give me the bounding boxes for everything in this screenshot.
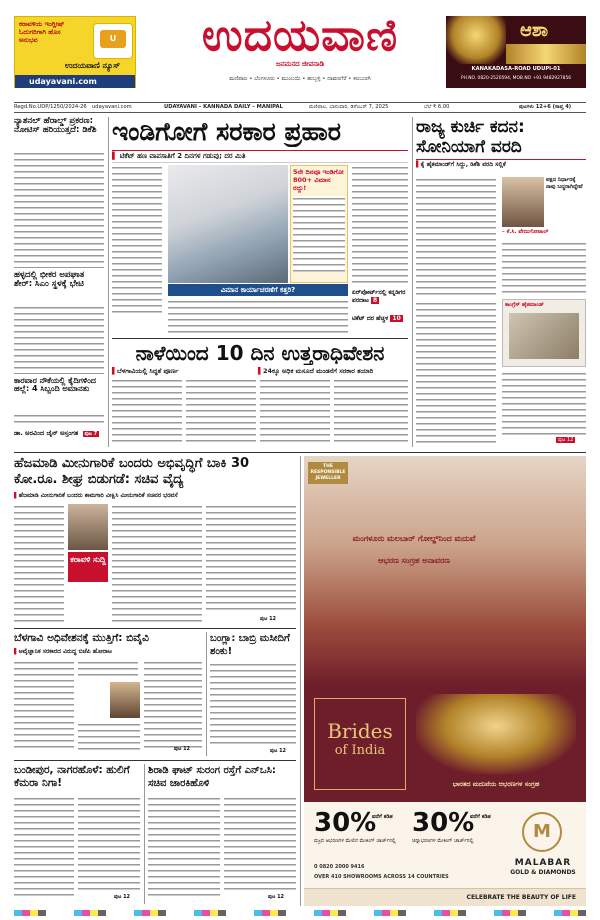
issue-date: ಮಣಿಪಾಲ, ಭಾನುವಾರ, ಡಿಸೆಂಬರ್ 7, 2025 <box>309 104 389 110</box>
malabar-brand-sub: GOLD & DIAMONDS <box>510 869 576 876</box>
brief-title-2[interactable]: ಹಳ್ಳದಲ್ಲಿ ಭೀಕರ ಅಪಘಾತ ಶೇರ್: ಸಿಎಂ ಸ್ಥಳಕ್ಕೆ ಭೇಟಿ <box>14 271 85 289</box>
fisheries-body-1 <box>14 504 64 622</box>
masthead-logo: ಉದಯವಾಣಿ <box>201 10 399 61</box>
fisheries-headline[interactable]: ಹೆಜಮಾಡಿ ಮೀನುಗಾರಿಕೆ ಬಂದರು ಅಭಿವೃದ್ಧಿಗೆ ಬಾಕಿ 30 ಕೋ.ರೂ. ಶೀಘ್ರ ಬಿಡುಗಡೆ: ಸಚಿವ ವೈದ್ಯ <box>14 456 250 487</box>
masthead <box>0 0 600 92</box>
malabar-brand: MALABAR <box>514 858 572 868</box>
promo-logo-icon: U <box>93 23 133 59</box>
teaser-1-text: ಏರ್‌ಪೋರ್ಟ್‌ನಲ್ಲಿ ಕನ್ನಡಿಗರ ಪರದಾಟ <box>352 289 406 304</box>
right-inset-cartoon <box>502 299 586 367</box>
fisheries-story <box>14 456 296 626</box>
bottom-left-story <box>14 764 140 904</box>
right-quote <box>546 177 586 191</box>
offer-1-label: ವರೆಗೆ ಕಡಿತ <box>372 814 393 820</box>
ad-address: KANAKADASA-ROAD UDUPI-01 <box>471 66 561 72</box>
belagavi-jump[interactable]: ಪುಟ 12 <box>174 746 191 752</box>
session-sub1-text: ಬೆಳಗಾವಿಯಲ್ಲಿ ಸಿದ್ಧತೆ ಪೂರ್ಣ <box>117 367 179 375</box>
promo-bar <box>15 75 135 88</box>
daily-name: UDAYAVANI – KANNADA DAILY – MANIPAL <box>164 104 283 110</box>
fisheries-body-3 <box>206 504 296 614</box>
belagavi-body-2 <box>78 660 138 680</box>
ad-brand: ಆಶಾ <box>520 20 549 41</box>
belagavi-body-3 <box>144 660 202 752</box>
lead-info-box <box>290 165 348 283</box>
of-india-text: of India <box>334 743 386 758</box>
belagavi-subhead-text: ಅವೈಜ್ಞಾನಿಕ ಸರಕಾರದ ವಿರುದ್ಧ ಬಿಜೆಪಿ ಹೋರಾಟ <box>18 648 112 655</box>
right-body-2 <box>502 241 586 297</box>
bangla-body <box>210 662 296 748</box>
session-sub2: ▌24ಕ್ಕೂ ಅಧಿಕ ಮಸೂದೆ ಮಂಡನೆಗೆ ಸರಕಾರ ತಯಾರಿ <box>258 367 374 375</box>
session-body-2 <box>186 378 256 444</box>
offer-1-pct: 30% <box>314 808 377 838</box>
right-body-3 <box>416 301 496 443</box>
right-headline[interactable]: ರಾಜ್ಯ ಕುರ್ಚಿ ಕದನ: ಸೋನಿಯಾಗೆ ವರದಿ <box>416 117 525 157</box>
lead-body-col4 <box>352 165 408 285</box>
belagavi-body-1 <box>14 660 74 752</box>
offer-1 <box>314 808 406 852</box>
lead-story <box>112 117 408 337</box>
right-subhead: ▌ಕೈ ಹೈಕಮಾಂಡ್‌ಗೆ ಸಿದ್ದು, ಡಿಕೆಶಿ ವರದಿ ಸಲ್ಲಿಕೆ <box>416 159 586 169</box>
promo-text: ಕರಾವಳಿಯ ಇಂಗ್ಲೀಷ್ ಓದುಗರಿಗಾಗಿ ಹೊಸ ಅನುಭವ <box>19 20 65 44</box>
lead-body-col1 <box>112 165 162 315</box>
belagavi-body-4 <box>78 722 140 752</box>
right-quote-text: ಪಕ್ಷದ ನಿರ್ಧಾರಕ್ಕೆ ನಾವು ಬದ್ಧರಾಗಿದ್ದೇವೆ <box>546 177 583 190</box>
brief-title-3[interactable]: ಕಾರವಾರ ನೌಕೆಯಲ್ಲಿ ಕೈದಿಗಳಿಂದ ಹಲ್ಲೆ: 4 ಸಿಬ್ಬಂದಿ ಅಮಾನತು <box>14 377 96 394</box>
malabar-logo-icon: M <box>522 812 562 852</box>
info-bar <box>14 102 586 113</box>
right-body-1 <box>416 177 496 297</box>
lead-teaser-1[interactable] <box>352 289 408 304</box>
fisheries-badge: ಕರಾವಳಿ ಸುದ್ದಿ <box>68 552 108 582</box>
bottom-left-jump[interactable]: ಪುಟ 12 <box>114 894 131 900</box>
brief-body-2 <box>14 305 104 369</box>
brides-text: Brides <box>327 719 393 743</box>
reg-number: Regd.No.UDP/1250/2024-26 <box>14 104 87 110</box>
ad-gold-strip <box>506 44 586 64</box>
brides-frame <box>314 698 406 790</box>
session-body-3 <box>260 378 330 444</box>
right-portrait-photo <box>502 177 544 227</box>
session-story <box>112 338 408 448</box>
bangla-headline[interactable]: ಬಂಗ್ಲಾ: ಬಾಬ್ರಿ ಮಸೀದಿಗೆ ಶಂಕು! <box>210 633 290 657</box>
brief-title-1[interactable]: ನ್ಯಾಶನಲ್ ಹೆರಾಲ್ಡ್ ಪ್ರಕರಣ: ನೋಟಿಸ್ ಹರಿಯುತ್ತದೆ: ಡಿಕೆಶಿ <box>14 117 97 135</box>
malabar-gold-ad[interactable] <box>304 456 586 906</box>
bottom-mid-headline[interactable]: ಶಿರಾಡಿ ಘಾಟ್ ಸುರಂಗ ರಸ್ತೆಗೆ ಎನ್‌ಒಸಿ: ಸಚಿವ ಜಾರಕಿಹೊಳಿ <box>148 765 276 789</box>
fisheries-subhead-text: ಹೆಜಮಾಡಿ ಮೀನುಗಾರಿಕೆ ಬಂದರು ಕಾಮಗಾರಿ ವೀಕ್ಷಿಸಿ ಮೀನುಗಾರಿಕೆ ಸಚಿವರ ಭರವಸೆ <box>18 492 178 499</box>
ad-showrooms: OVER 410 SHOWROOMS ACROSS 14 COUNTRIES <box>314 874 449 880</box>
session-body-1 <box>112 378 182 444</box>
lead-box-body <box>293 196 345 272</box>
print-registration-strip <box>14 910 586 916</box>
left-briefs-column <box>14 117 104 447</box>
ad-jewellery-image <box>446 16 506 64</box>
teaser-2-text: ಟಿಕೆಟ್ ದರ ಹೆಚ್ಚಳ <box>352 315 389 322</box>
right-story <box>416 117 586 447</box>
ad-title-top: ಮಂಗಳೂರು ಮಲಬಾರ್ ಗೋಲ್ಡ್‌ನಿಂದ ಮದುವೆ <box>352 534 476 543</box>
right-subhead-text: ಕೈ ಹೈಕಮಾಂಡ್‌ಗೆ ಸಿದ್ದು, ಡಿಕೆಶಿ ವರದಿ ಸಲ್ಲಿಕೆ <box>420 161 506 168</box>
offer-2 <box>412 808 504 852</box>
bottom-left-headline[interactable]: ಬಂಡೀಪುರ, ನಾಗರಹೊಳೆ: ಹುಲಿಗೆ ಕೆಮರಾ ನಿಗಾ! <box>14 764 130 789</box>
lead-body-col3 <box>168 299 348 337</box>
session-sub2-text: 24ಕ್ಕೂ ಅಧಿಕ ಮಸೂದೆ ಮಂಡನೆಗೆ ಸರಕಾರ ತಯಾರಿ <box>263 367 374 375</box>
ad-couple-photo <box>304 456 586 686</box>
lead-photo-passengers <box>168 165 288 283</box>
lead-photo-caption: ವಿಮಾನ ಕಾರ್ಯಾಚರಣೆಗೆ ಕತ್ತರಿ? <box>168 284 348 296</box>
offer-1-text: ವಜ್ರದ ಆಭರಣಗಳ ಮೇಲಿನ ಮೇಕಿಂಗ್ ಚಾರ್ಜ್‌ನಲ್ಲಿ <box>314 838 396 844</box>
ad-wedding-line: ಭಾರತದ ಮದುವೆಯ ಆಭರಣಗಳ ಸಂಗ್ರಹ <box>452 780 540 788</box>
teaser-2-page: 10 <box>392 315 401 322</box>
ad-slogan-bar <box>304 888 586 906</box>
promo-url: udayavani.com <box>29 77 97 86</box>
fisheries-body-2 <box>112 504 202 622</box>
brides-of-india-panel <box>304 686 586 802</box>
right-jump[interactable]: ಪುಟ 12 <box>558 437 574 443</box>
masthead-editions: ಮಣಿಪಾಲ • ಬೆಂಗಳೂರು • ಮುಂಬಯಿ • ಹುಬ್ಬಳ್ಳಿ • ದಾವಣಗೆರೆ • ಕಲಬುರಗಿ <box>229 76 371 82</box>
ad-title-bottom: ಆಭರಣ ಸಂಗ್ರಹ ಅನಾವರಣ <box>378 556 450 565</box>
session-sub1: ▌ಬೆಳಗಾವಿಯಲ್ಲಿ ಸಿದ್ಧತೆ ಪೂರ್ಣ <box>112 367 179 375</box>
right-body-4 <box>502 371 586 435</box>
offer-2-text: ಚಿನ್ನಾಭರಣಗಳ ಮೇಕಿಂಗ್ ಚಾರ್ಜ್‌ನಲ್ಲಿ <box>412 838 474 844</box>
belagavi-leader-photo <box>110 682 140 718</box>
belagavi-story <box>14 632 202 756</box>
lead-subhead-arrow-icon: ▌ <box>112 152 118 160</box>
fisheries-jump[interactable]: ಪುಟ 12 <box>260 616 277 622</box>
site-link[interactable]: udayavani.com <box>92 104 132 110</box>
bangla-jump[interactable]: ಪುಟ 12 <box>270 748 287 754</box>
fisheries-subhead: ▌ಹೆಜಮಾಡಿ ಮೀನುಗಾರಿಕೆ ಬಂದರು ಕಾಮಗಾರಿ ವೀಕ್ಷಿಸಿ ಮೀನುಗಾರಿಕೆ ಸಚಿವರ ಭರವಸೆ <box>14 492 178 499</box>
lead-teaser-2[interactable] <box>352 315 408 323</box>
lead-subhead <box>112 150 408 163</box>
brief-4-text: ಡಾ. ಅರವಿಂದ ಜೈನ್ ಅಸ್ತಂಗತ <box>14 429 79 437</box>
ad-top-tag: THE RESPONSIBLE JEWELLER <box>308 462 348 484</box>
fisheries-minister-photo <box>68 504 108 550</box>
ad-phone: PH.NO. 0820-2520594, MOB.NO +91 9482927856 <box>460 76 572 81</box>
lead-subhead-text: ಟಿಕೆಟ್ ಹಣ ವಾಪಸಾತಿಗೆ 2 ದಿನಗಳ ಗಡುವು; ದರ ಮಿತಿ <box>119 152 246 160</box>
bottom-left-body-2 <box>78 796 140 894</box>
offer-2-label: ವರೆಗೆ ಕಡಿತ <box>470 814 491 820</box>
page-count: ಪುಟಗಳು 12+6 (ಸಾಪ್ತ 4) <box>519 104 572 110</box>
right-quote-by: – ಕೆ.ಸಿ. ವೇಣುಗೋಪಾಲ್ <box>502 229 549 235</box>
jewellery-ad-right[interactable] <box>446 16 586 88</box>
bottom-mid-body-1 <box>148 796 220 900</box>
belagavi-subhead: ▌ಅವೈಜ್ಞಾನಿಕ ಸರಕಾರದ ವಿರುದ್ಧ ಬಿಜೆಪಿ ಹೋರಾಟ <box>14 648 112 655</box>
brief-body-1 <box>14 151 104 263</box>
lead-headline[interactable]: ಇಂಡಿಗೋಗೆ ಸರಕಾರ ಪ್ರಹಾರ <box>112 117 341 146</box>
teaser-1-page: 8 <box>373 296 378 304</box>
offer-2-pct: 30% <box>412 808 475 838</box>
ad-slogan: CELEBRATE THE BEAUTY OF LIFE <box>466 894 576 901</box>
brief-title-4[interactable] <box>14 429 104 438</box>
udayavani-promo-box[interactable] <box>14 16 136 88</box>
promo-cta: ಉದಯವಾಣಿ ನ್ಯೂಸ್ <box>65 61 121 70</box>
ad-necklace-image <box>416 694 576 774</box>
belagavi-headline[interactable]: ಬೆಳಗಾವಿ ಅಧಿವೇಶನಕ್ಕೆ ಮುತ್ತಿಗೆ: ಬಿವೈವಿ <box>14 632 149 644</box>
session-body-4 <box>334 378 408 444</box>
ad-phone-number: 0 0820 2000 9416 <box>314 864 365 870</box>
bottom-mid-story <box>148 764 296 904</box>
bangla-story <box>210 632 296 756</box>
lead-box-title: 5ನೇ ದಿನವೂ ಇಂಡಿಗೋ 800+ ವಿಮಾನ ರದ್ದು! <box>293 168 344 192</box>
bottom-left-body-1 <box>14 796 74 900</box>
price: ಬೆಲೆ ₹ 6.00 <box>424 104 450 110</box>
brief-body-3 <box>14 413 104 425</box>
right-inset-caption: ಕಾಂಗ್ರೆಸ್ ಹೈಕಮಾಂಡ್ <box>505 302 544 308</box>
masthead-tagline: ಜನಮನದ ಜೀವನಾಡಿ <box>275 60 325 68</box>
bottom-mid-body-2 <box>224 796 296 894</box>
bottom-mid-jump[interactable]: ಪುಟ 12 <box>268 894 285 900</box>
session-headline[interactable]: ನಾಳೆಯಿಂದ 10 ದಿನ ಉತ್ತರಾಧಿವೇಶನ <box>135 341 385 365</box>
brief-4-jump: ಪುಟ 7 <box>84 431 98 437</box>
